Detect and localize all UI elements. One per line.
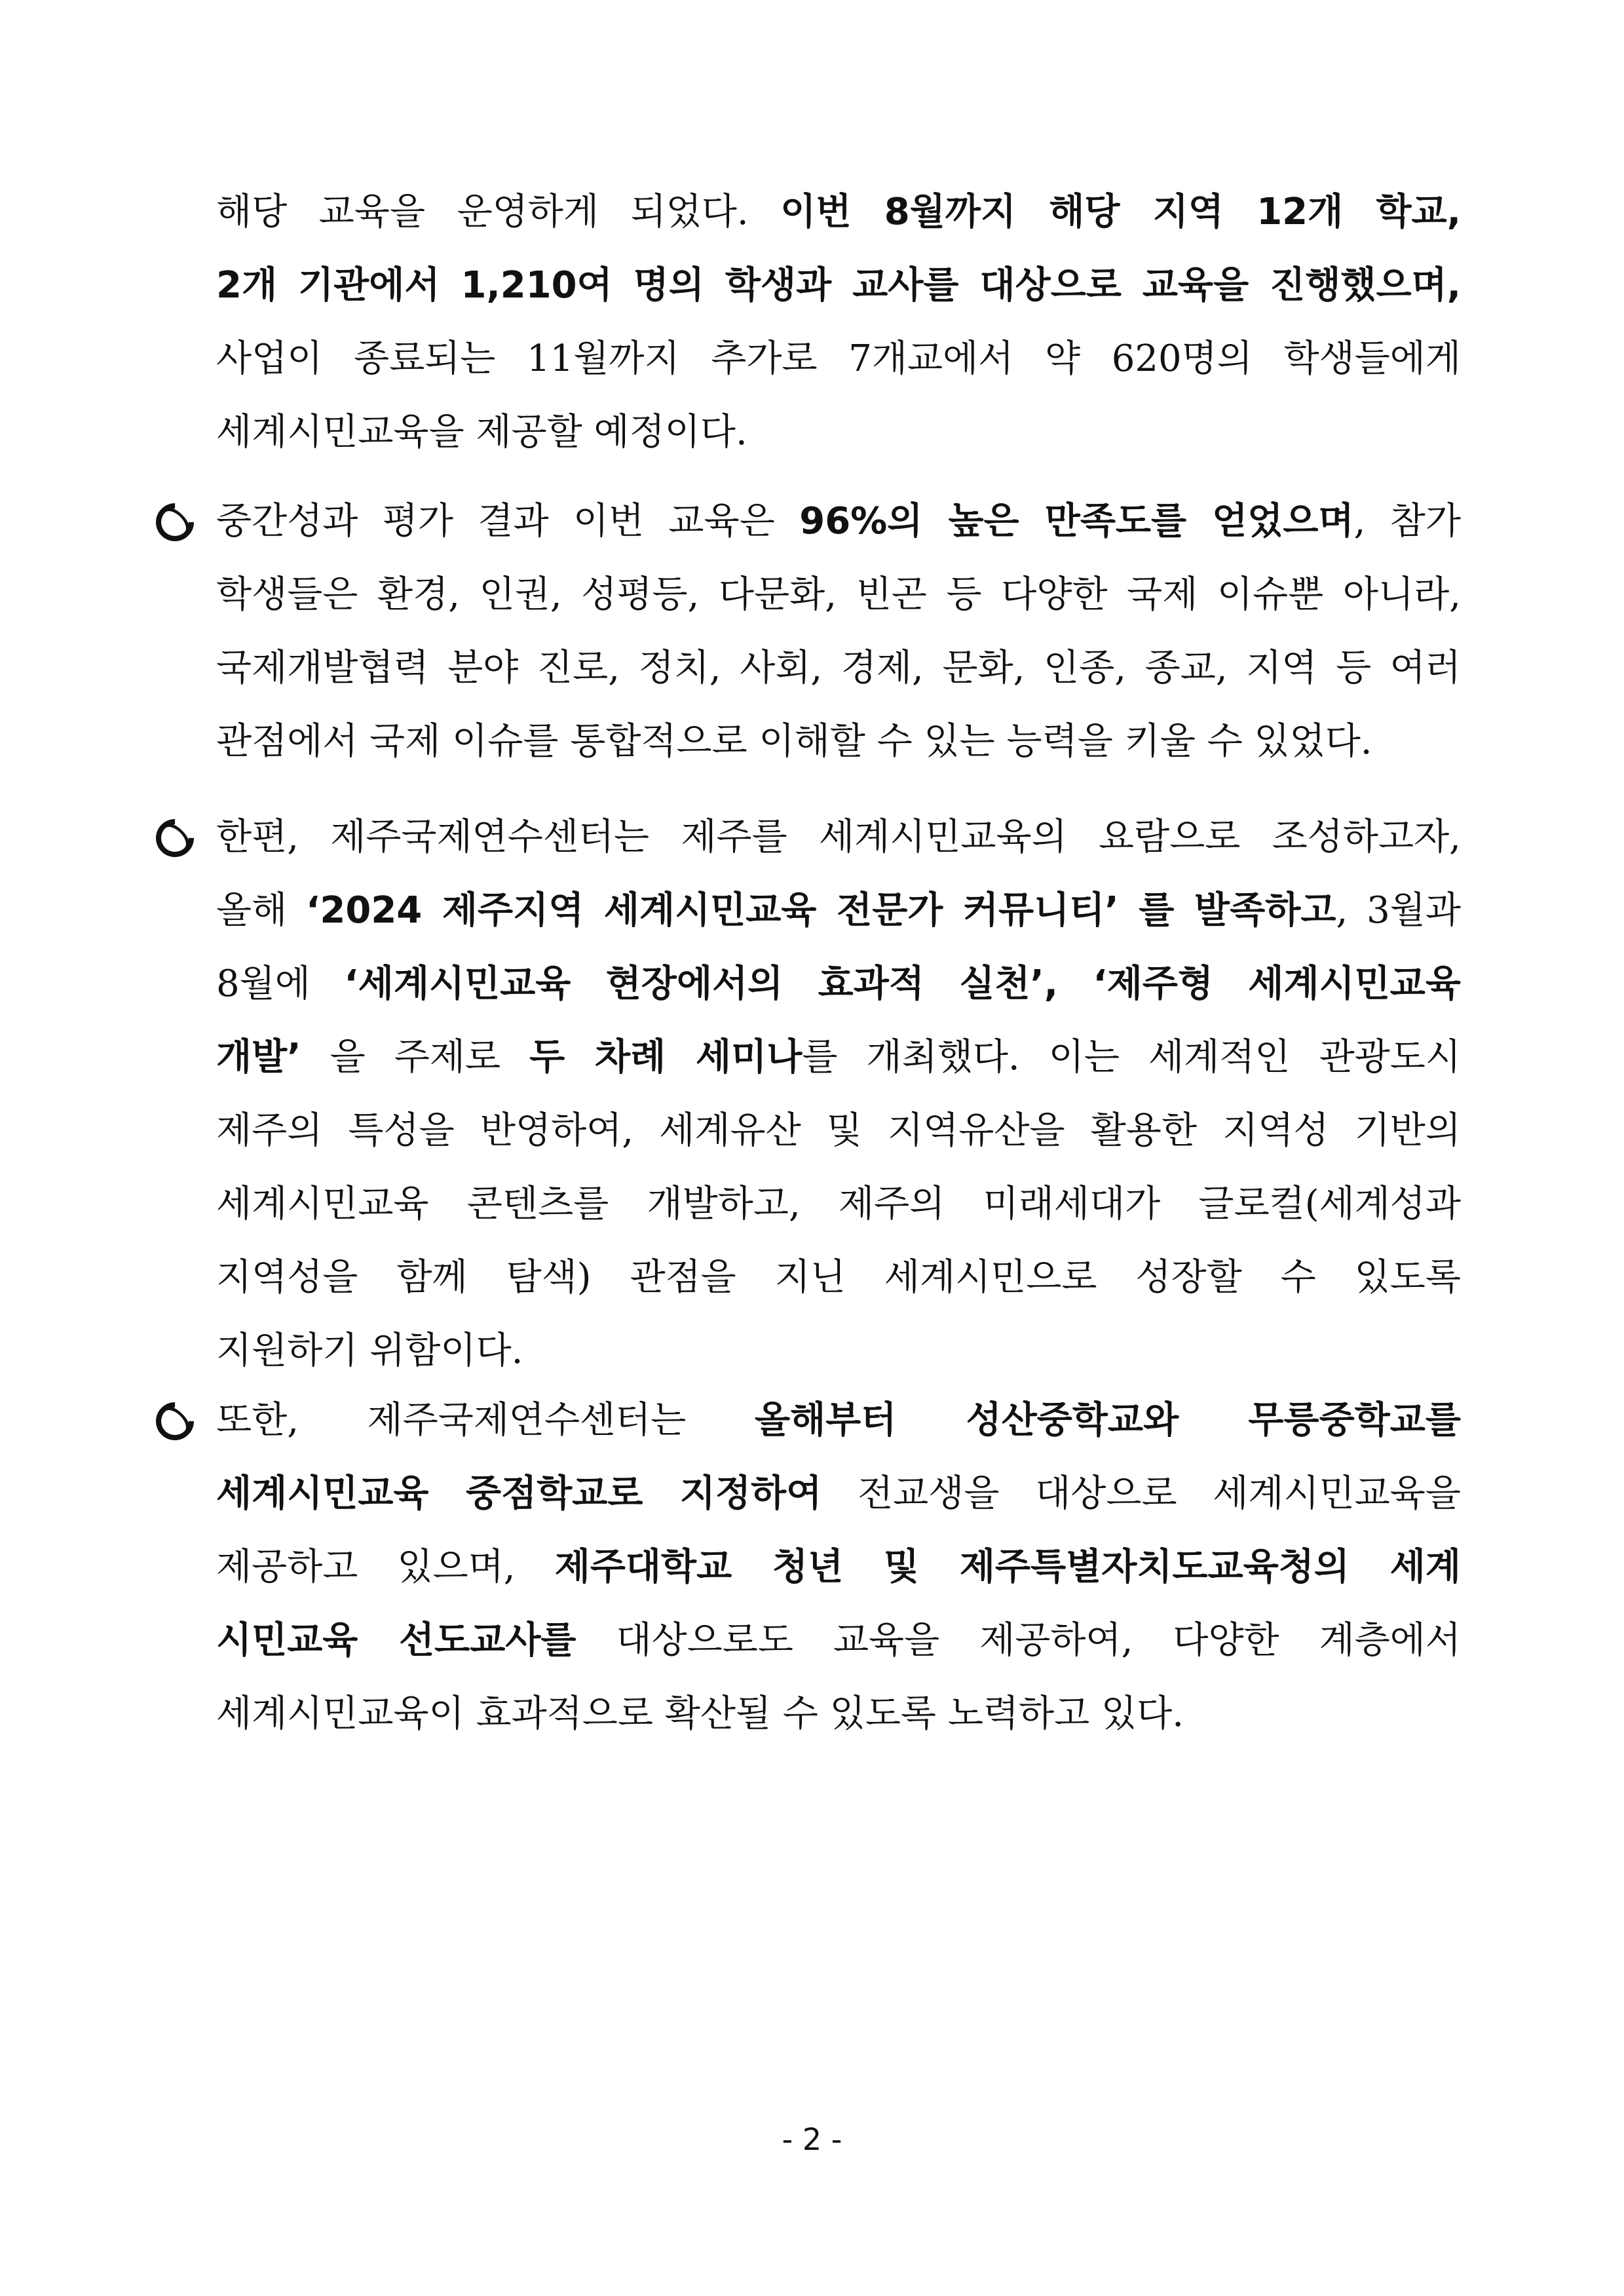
text-line: [216, 1314, 1461, 1388]
bullet-circle-icon: [148, 1394, 202, 1448]
text-run: 해당 교육을 운영하게 되었다.: [216, 191, 781, 233]
text-line: [216, 801, 1461, 874]
text-line: [216, 558, 1461, 632]
bold-text-run: 세계시민교육 중점학교로 지정하여: [216, 1472, 822, 1515]
text-run: 국제개발협력 분야 진로, 정치, 사회, 경제, 문화, 인종, 종교, 지역 등 여러: [216, 647, 1461, 689]
text-run: 세계시민교육 콘텐츠를 개발하고, 제주의 미래세대가 글로컬(세계성과: [216, 1183, 1461, 1225]
text-line: [216, 249, 1461, 322]
text-run: 한편, 제주국제연수센터는 제주를 세계시민교육의 요람으로 조성하고자,: [216, 816, 1461, 858]
text-run: 제공하고 있으며,: [216, 1546, 555, 1588]
bold-text-run: 시민교육 선도교사를: [216, 1619, 576, 1662]
bold-text-run: ‘2024 제주지역 세계시민교육 전문가 커뮤니티’ 를 발족하고: [306, 889, 1336, 932]
text-run: 올해: [216, 889, 307, 932]
bold-text-run: 개발’: [216, 1036, 301, 1079]
bullet-circle-icon: [148, 495, 202, 549]
text-line: [216, 396, 1461, 469]
bold-text-run: 2개 기관에서 1,210여 명의 학생과 교사를 대상으로 교육을 진행했으며,: [216, 264, 1461, 307]
text-line: [216, 1168, 1461, 1241]
text-line: [216, 705, 1461, 778]
text-run: 학생들은 환경, 인권, 성평등, 다문화, 빈곤 등 다양한 국제 이슈뿐 아니라,: [216, 573, 1461, 616]
text-line: [216, 322, 1461, 396]
text-line: [216, 947, 1461, 1021]
text-line: [216, 874, 1461, 947]
text-line: [216, 1021, 1461, 1094]
bold-text-run: 올해부터 성산중학교와 무릉중학교를: [754, 1399, 1461, 1442]
text-line: [216, 1604, 1461, 1677]
text-line: [216, 1094, 1461, 1168]
bullet-circle-icon: [148, 811, 202, 865]
bold-text-run: ‘세계시민교육 현장에서의 효과적 실천’, ‘제주형 세계시민교육: [344, 963, 1461, 1005]
text-run: 지원하기 위함이다.: [216, 1330, 523, 1372]
text-line: [216, 1241, 1461, 1314]
text-run: 전교생을 대상으로 세계시민교육을: [821, 1472, 1462, 1515]
bold-text-run: 두 차례 세미나: [529, 1036, 803, 1079]
text-run: 관점에서 국제 이슈를 통합적으로 이해할 수 있는 능력을 키울 수 있었다.: [216, 720, 1372, 763]
text-run: 세계시민교육을 제공할 예정이다.: [216, 411, 747, 453]
text-line: [216, 632, 1461, 705]
text-run: , 참가: [1353, 500, 1461, 543]
text-run: , 3월과: [1336, 889, 1461, 932]
bold-text-run: 96%의 높은 만족도를 얻었으며: [799, 500, 1354, 543]
text-run: 중간성과 평가 결과 이번 교육은: [216, 500, 800, 543]
text-run: 을 주제로: [301, 1036, 530, 1079]
text-line: [216, 1531, 1461, 1604]
text-line: [216, 1457, 1461, 1531]
text-run: 세계시민교육이 효과적으로 확산될 수 있도록 노력하고 있다.: [216, 1693, 1184, 1735]
text-line: [216, 485, 1461, 558]
text-run: 사업이 종료되는 11월까지 추가로 7개교에서 약 620명의 학생들에게: [216, 337, 1461, 380]
paragraph-2: [216, 485, 1461, 778]
text-line: [216, 176, 1461, 249]
paragraph-3: [216, 801, 1461, 1388]
page-number: - 2 -: [782, 2122, 842, 2157]
text-run: 8월에: [216, 963, 345, 1005]
paragraph-1: [216, 176, 1461, 469]
text-run: 대상으로도 교육을 제공하여, 다양한 계층에서: [576, 1619, 1461, 1662]
text-run: 제주의 특성을 반영하여, 세계유산 및 지역유산을 활용한 지역성 기반의: [216, 1109, 1461, 1152]
text-line: [216, 1677, 1461, 1751]
bold-text-run: 이번 8월까지 해당 지역 12개 학교,: [780, 191, 1461, 233]
text-line: [216, 1384, 1461, 1457]
text-run: 를 개최했다. 이는 세계적인 관광도시: [802, 1036, 1461, 1079]
bold-text-run: 제주대학교 청년 및 제주특별자치도교육청의 세계: [554, 1546, 1461, 1588]
paragraph-4: [216, 1384, 1461, 1751]
text-run: 지역성을 함께 탐색) 관점을 지닌 세계시민으로 성장할 수 있도록: [216, 1256, 1461, 1299]
text-run: 또한, 제주국제연수센터는: [216, 1399, 755, 1442]
